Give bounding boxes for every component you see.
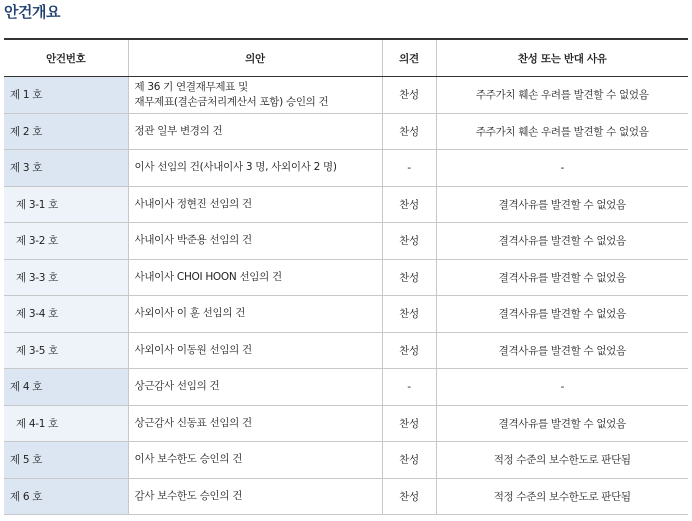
page-title: 안건개요 <box>4 3 60 21</box>
opinion-cell: 찬성 <box>382 296 436 333</box>
agenda-cell: 상근감사 선임의 건 <box>128 369 382 406</box>
opinion-cell: 찬성 <box>382 113 436 150</box>
table-row <box>4 150 688 187</box>
table-row <box>4 113 688 150</box>
table-row <box>4 77 688 114</box>
reason-cell: - <box>436 150 688 187</box>
opinion-cell: 찬성 <box>382 77 436 114</box>
opinion-cell: 찬성 <box>382 259 436 296</box>
opinion-cell: 찬성 <box>382 442 436 479</box>
reason-cell: 결격사유를 발견할 수 없었음 <box>436 186 688 223</box>
table-row <box>4 186 688 223</box>
header-reason: 찬성 또는 반대 사유 <box>436 39 688 77</box>
header-opinion: 의견 <box>382 39 436 77</box>
reason-cell: 결격사유를 발견할 수 없었음 <box>436 296 688 333</box>
table-row <box>4 442 688 479</box>
agenda-number-cell: 제 3 호 <box>4 150 128 187</box>
table-row <box>4 296 688 333</box>
agenda-number-cell: 제 3-5 호 <box>4 332 128 369</box>
table-row <box>4 332 688 369</box>
agenda-cell: 사내이사 CHOI HOON 선임의 건 <box>128 259 382 296</box>
table-row <box>4 259 688 296</box>
agenda-number-cell: 제 2 호 <box>4 113 128 150</box>
opinion-cell: 찬성 <box>382 405 436 442</box>
reason-cell: 주주가치 훼손 우려를 발견할 수 없었음 <box>436 77 688 114</box>
agenda-number-cell: 제 3-4 호 <box>4 296 128 333</box>
table-row <box>4 478 688 515</box>
agenda-number-cell: 제 3-1 호 <box>4 186 128 223</box>
agenda-number-cell: 제 4 호 <box>4 369 128 406</box>
table-row <box>4 405 688 442</box>
agenda-cell: 사외이사 이동원 선임의 건 <box>128 332 382 369</box>
agenda-cell: 사내이사 박준용 선임의 건 <box>128 223 382 260</box>
table-header-row <box>4 39 688 77</box>
reason-cell: 주주가치 훼손 우려를 발견할 수 없었음 <box>436 113 688 150</box>
table-row <box>4 369 688 406</box>
agenda-table <box>4 38 688 515</box>
agenda-number-cell: 제 3-2 호 <box>4 223 128 260</box>
agenda-cell: 정관 일부 변경의 건 <box>128 113 382 150</box>
reason-cell: 결격사유를 발견할 수 없었음 <box>436 223 688 260</box>
agenda-cell: 이사 보수한도 승인의 건 <box>128 442 382 479</box>
agenda-cell: 사내이사 정현진 선임의 건 <box>128 186 382 223</box>
agenda-cell: 제 36 기 연결재무제표 및 재무제표(결손금처리계산서 포함) 승인의 건 <box>128 77 382 114</box>
agenda-number-cell: 제 6 호 <box>4 478 128 515</box>
table-row <box>4 223 688 260</box>
opinion-cell: 찬성 <box>382 223 436 260</box>
reason-cell: 결격사유를 발견할 수 없었음 <box>436 332 688 369</box>
opinion-cell: - <box>382 150 436 187</box>
agenda-cell: 사외이사 이 훈 선임의 건 <box>128 296 382 333</box>
opinion-cell: 찬성 <box>382 332 436 369</box>
opinion-cell: 찬성 <box>382 478 436 515</box>
agenda-number-cell: 제 4-1 호 <box>4 405 128 442</box>
opinion-cell: - <box>382 369 436 406</box>
reason-cell: 결격사유를 발견할 수 없었음 <box>436 259 688 296</box>
agenda-cell: 상근감사 신동표 선임의 건 <box>128 405 382 442</box>
opinion-cell: 찬성 <box>382 186 436 223</box>
agenda-number-cell: 제 3-3 호 <box>4 259 128 296</box>
reason-cell: 적정 수준의 보수한도로 판단됨 <box>436 442 688 479</box>
reason-cell: 적정 수준의 보수한도로 판단됨 <box>436 478 688 515</box>
agenda-cell: 감사 보수한도 승인의 건 <box>128 478 382 515</box>
agenda-number-cell: 제 1 호 <box>4 77 128 114</box>
reason-cell: 결격사유를 발견할 수 없었음 <box>436 405 688 442</box>
agenda-cell: 이사 선임의 건(사내이사 3 명, 사외이사 2 명) <box>128 150 382 187</box>
agenda-number-cell: 제 5 호 <box>4 442 128 479</box>
header-agenda-number: 안건번호 <box>4 39 128 77</box>
reason-cell: - <box>436 369 688 406</box>
header-agenda: 의안 <box>128 39 382 77</box>
